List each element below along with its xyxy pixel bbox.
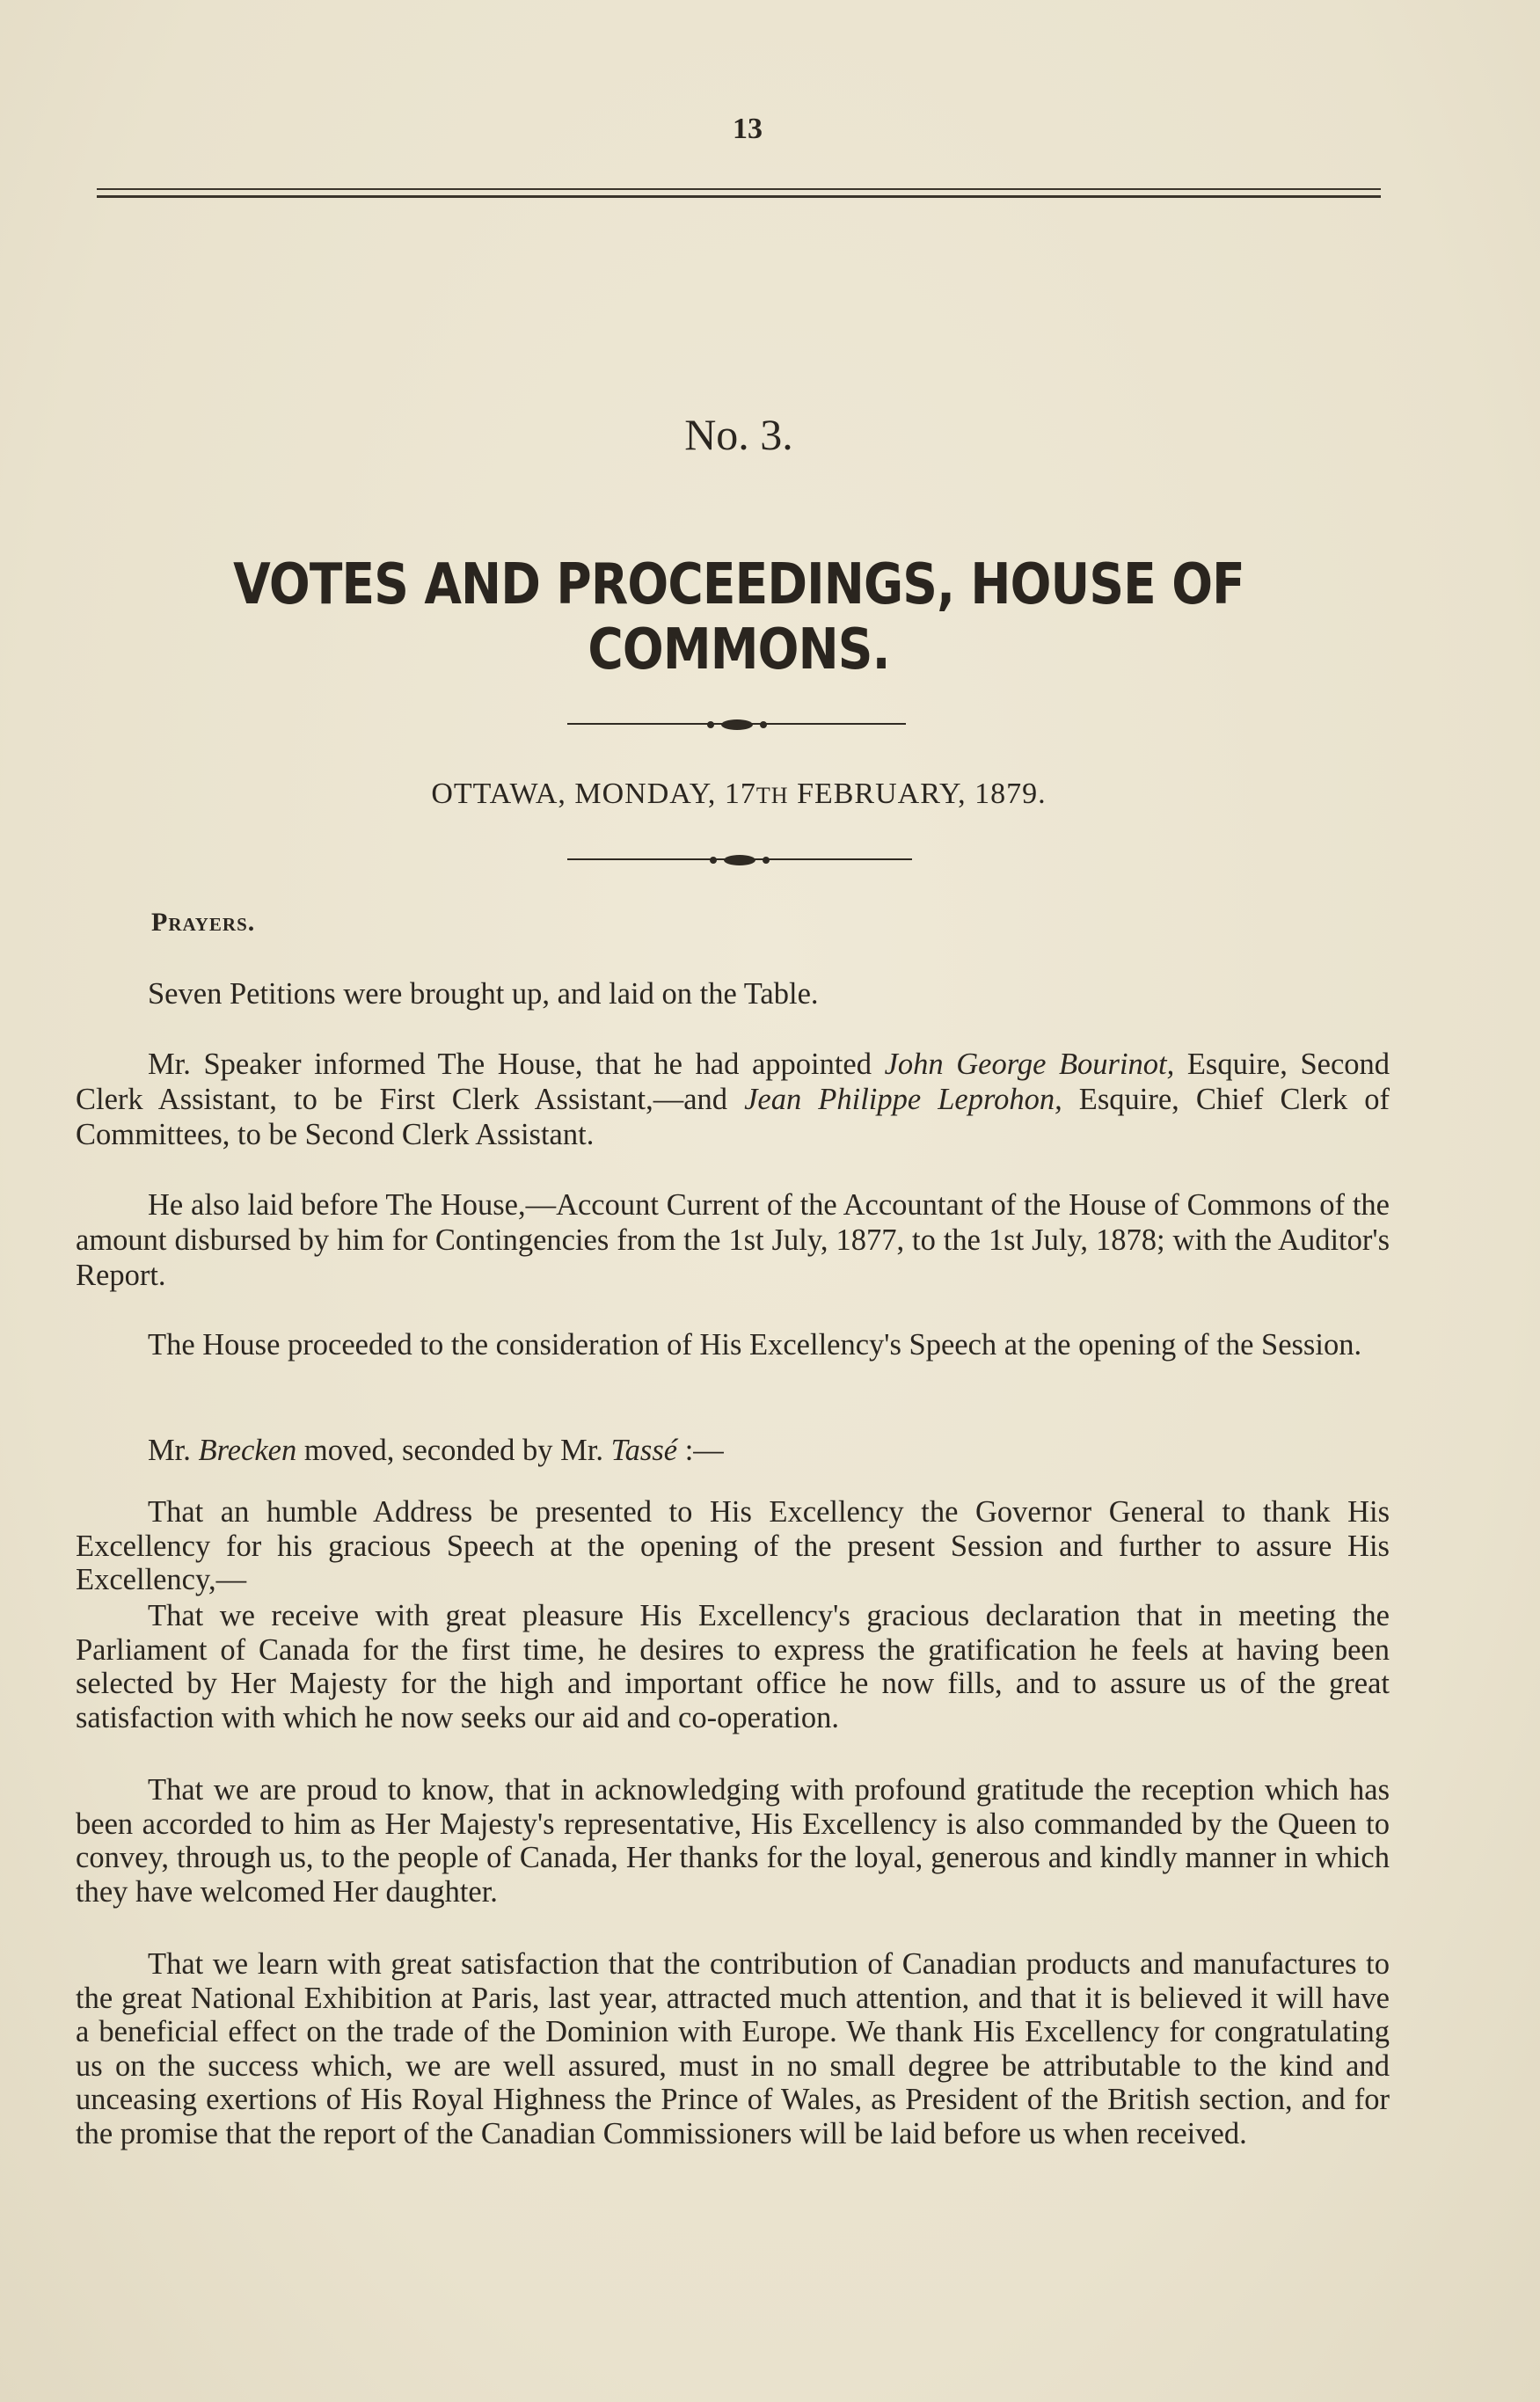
paragraph-address: That an humble Address be presented to His Excellency the Governor General to thank His Excellency for his gracious Speech at the opening of the present Session and further to assure His Excellency,— — [76, 1495, 1390, 1596]
prayers-heading: Prayers. — [151, 908, 256, 937]
name-tasse: Tassé — [610, 1434, 678, 1467]
ornament-divider-bottom — [567, 853, 912, 865]
name-brecken: Brecken — [198, 1434, 297, 1467]
dateline — [0, 778, 1478, 811]
paragraph-speech-consideration: The House proceeded to the consideration of His Excellency's Speech at the opening of the Session. — [148, 1328, 1362, 1362]
dateline-ordinal: TH — [755, 783, 789, 808]
ornament-divider-top — [567, 718, 906, 730]
paragraph-queen-thanks: That we are proud to know, that in acknowledging with profound gratitude the reception which has been accorded to him as Her Majesty's representative, His Excellency is also commanded by the Queen to convey, through us, to the people of Canada, Her thanks for the loyal, generous and kindly manner in which they have welcomed Her daughter. — [76, 1773, 1390, 1909]
page-number: 13 — [733, 113, 763, 145]
dateline-main: OTTAWA, MONDAY, 17 — [431, 778, 756, 810]
dateline-rest: FEBRUARY, 1879. — [788, 778, 1047, 810]
document-number: No. 3. — [684, 410, 793, 459]
name-leprohon: Jean Philippe Leprohon, — [744, 1083, 1062, 1116]
paragraph-motion: Mr. Brecken moved, seconded by Mr. Tassé :— — [148, 1434, 724, 1467]
paragraph-petitions: Seven Petitions were brought up, and laid on the Table. — [148, 977, 819, 1011]
paragraph-account-current: He also laid before The House,—Account Current of the Accountant of the House of Commons of the amount disbursed by him for Contingencies from the 1st July, 1877, to the 1st July, 1878; with the Auditor's Report. — [76, 1188, 1390, 1292]
top-double-rule — [97, 188, 1381, 199]
paragraph-governor-declaration: That we receive with great pleasure His Excellency's gracious declaration that in meeting the Parliament of Canada for the first time, he desires to express the gratification he feels at having been selected by Her Majesty for the high and important office he now fills, and to assure us of the great satisfaction with which he now seeks our aid and co-operation. — [76, 1599, 1390, 1734]
name-bourinot: John George Bourinot, — [884, 1048, 1175, 1081]
paragraph-paris-exhibition: That we learn with great satisfaction that the contribution of Canadian products and manufactures to the great National Exhibition at Paris, last year, attracted much attention, and that it is believed it will have a beneficial effect on the trade of the Dominion with Europe. We thank His Excellency for congratulating us on the success which, we are well assured, must in no small degree be attributable to the kind and unceasing exertions of His Royal Highness the Prince of Wales, as President of the British section, and for the promise that the report of the Canadian Commissioners will be laid before us when received. — [76, 1947, 1390, 2150]
paragraph-speaker-appointments: Mr. Speaker informed The House, that he had appointed John George Bourinot, Esquire, Second Clerk Assistant, to be First Clerk Assistant,—and Jean Philippe Leprohon, Esquire, Chief Clerk of Committees, to be Second Clerk Assistant. — [76, 1048, 1390, 1151]
page-title: VOTES AND PROCEEDINGS, HOUSE OF COMMONS. — [233, 552, 1244, 683]
